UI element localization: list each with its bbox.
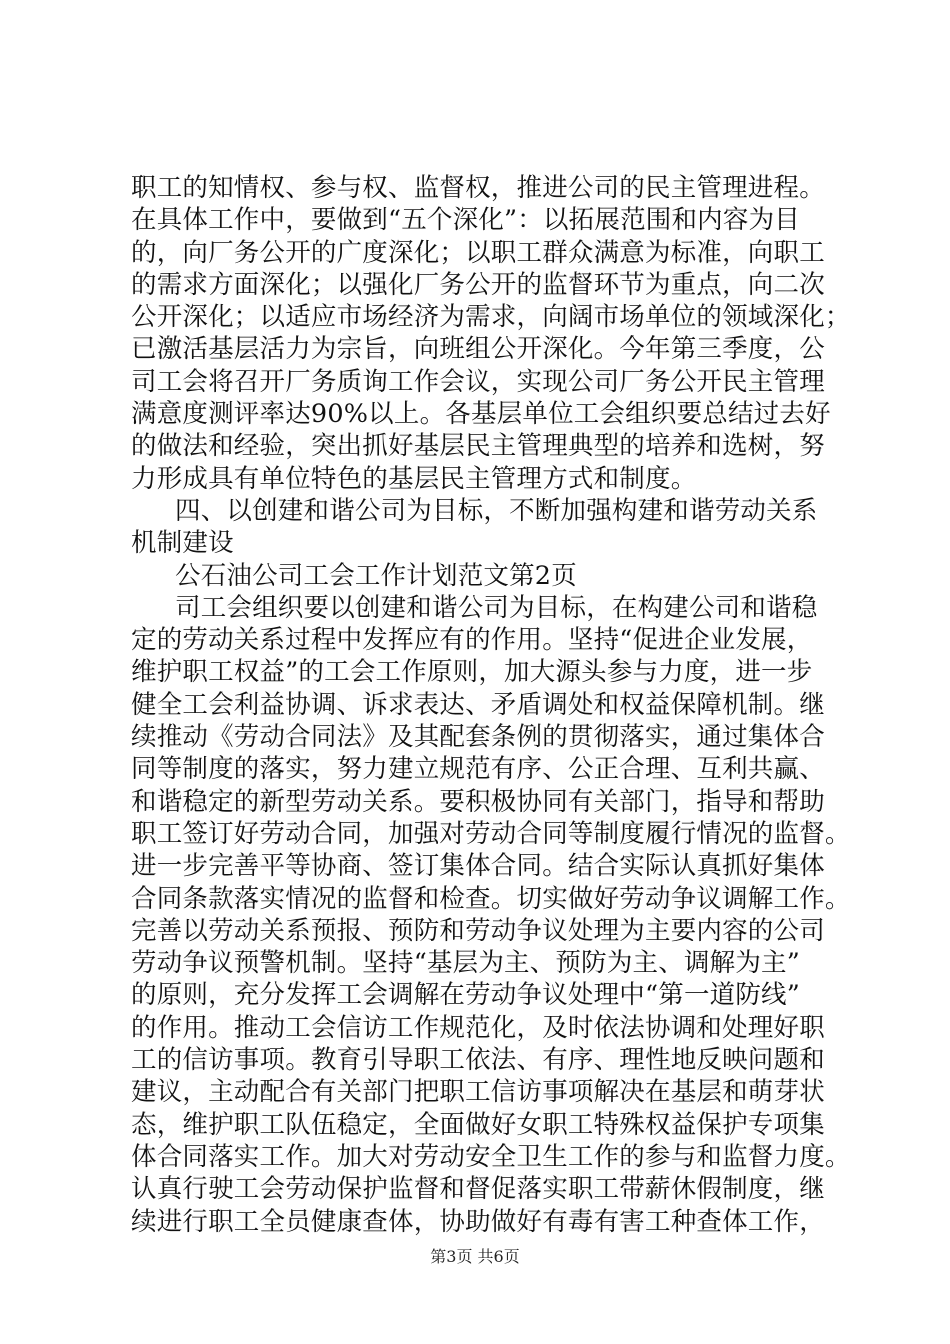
text-line: 认真行驶工会劳动保护监督和督促落实职工带薪休假制度，继 (131, 1174, 825, 1205)
section-heading: 四、以创建和谐公司为目标，不断加强构建和谐劳动关系 (175, 495, 818, 526)
text-line: 力形成具有单位特色的基层民主管理方式和制度。 (131, 463, 697, 494)
text-line: 的做法和经验，突出抓好基层民主管理典型的培养和选树，努 (131, 431, 825, 462)
text-line: 建议，主动配合有关部门把职工信访事项解决在基层和萌芽状 (131, 1077, 825, 1108)
text-line: 公开深化；以适应市场经济为需求，向阔市场单位的领域深化； (131, 302, 851, 333)
text-line: 劳动争议预警机制。坚持“基层为主、预防为主、调解为主” (131, 948, 800, 979)
text-line: 和谐稳定的新型劳动关系。要积极协同有关部门，指导和帮助 (131, 786, 825, 817)
text-line: 同等制度的落实，努力建立规范有序、公正合理、互利共赢、 (131, 754, 825, 785)
text-line: 定的劳动关系过程中发挥应有的作用。坚持“促进企业发展， (131, 625, 813, 656)
text-line: 司工会将召开厂务质询工作会议，实现公司厂务公开民主管理 (131, 366, 825, 397)
document-body (131, 172, 851, 1238)
text-line: 的作用。推动工会信访工作规范化，及时依法协调和处理好职 (131, 1012, 825, 1043)
text-line: 续进行职工全员健康查体，协助做好有毒有害工种查体工作， (131, 1206, 825, 1237)
text-line: 续推动《劳动合同法》及其配套条例的贯彻落实，通过集体合 (131, 722, 825, 753)
text-line: 进一步完善平等协商、签订集体合同。结合实际认真抓好集体 (131, 851, 825, 882)
text-line: 态，维护职工队伍稳定，全面做好女职工特殊权益保护专项集 (131, 1109, 825, 1140)
page-marker-line: 公石油公司工会工作计划范文第2页 (175, 560, 577, 591)
text-line: 在具体工作中，要做到“五个深化”：以拓展范围和内容为目 (131, 205, 800, 236)
text-line: 司工会组织要以创建和谐公司为目标，在构建公司和谐稳 (175, 592, 818, 623)
text-line: 体合同落实工作。加大对劳动安全卫生工作的参与和监督力度。 (131, 1141, 851, 1172)
text-line: 工的信访事项。教育引导职工依法、有序、理性地反映问题和 (131, 1045, 825, 1076)
text-line: 完善以劳动关系预报、预防和劳动争议处理为主要内容的公司 (131, 915, 825, 946)
text-line: 已激活基层活力为宗旨，向班组公开深化。今年第三季度，公 (131, 334, 825, 365)
text-line: 的需求方面深化；以强化厂务公开的监督环节为重点，向二次 (131, 269, 825, 300)
section-heading-continued: 机制建设 (131, 528, 234, 559)
page-footer (0, 1247, 950, 1267)
text-line: 职工的知情权、参与权、监督权，推进公司的民主管理进程。 (131, 173, 825, 203)
text-line: 健全工会利益协调、诉求表达、矛盾调处和权益保障机制。继 (131, 689, 825, 720)
text-line: 维护职工权益”的工会工作原则，加大源头参与力度，进一步 (131, 657, 813, 688)
text-line: 合同条款落实情况的监督和检查。切实做好劳动争议调解工作。 (131, 883, 851, 914)
text-line: 的，向厂务公开的广度深化；以职工群众满意为标准，向职工 (131, 237, 825, 268)
page-number-label: 第3页 共6页 (430, 1247, 520, 1266)
text-line: 满意度测评率达90%以上。各基层单位工会组织要总结过去好 (131, 399, 831, 430)
text-line: 的原则，充分发挥工会调解在劳动争议处理中“第一道防线” (131, 980, 800, 1011)
text-line: 职工签订好劳动合同，加强对劳动合同等制度履行情况的监督。 (131, 818, 851, 849)
